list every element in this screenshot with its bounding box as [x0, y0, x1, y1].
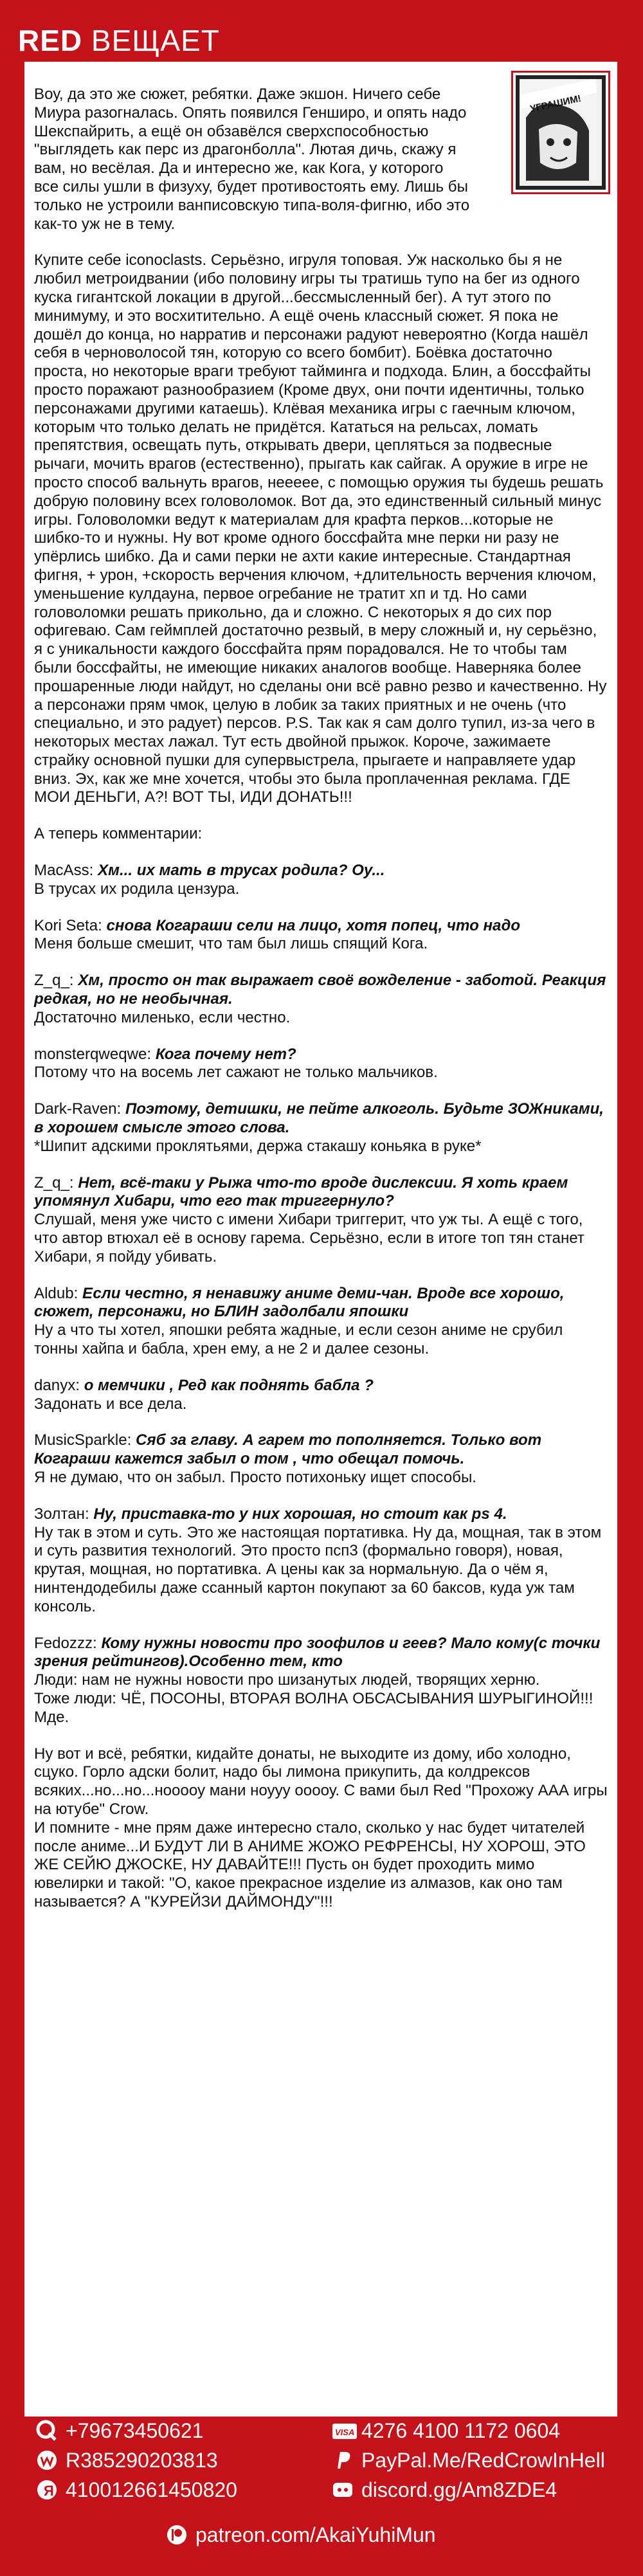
yandex-text: 410012661450820: [66, 2478, 237, 2501]
comment-author: danyx:: [34, 1376, 84, 1394]
comment-reply: Потому что на восемь лет сажают не только мальчиков.: [34, 1064, 438, 1082]
comment-author: monsterqweqwe:: [34, 1045, 156, 1063]
comment-quote: Сяб за главу. А гарем то пополняется. Только вот Когараши кажется забыл о том , что обещал помочь.: [34, 1431, 542, 1468]
comment-reply: В трусах их родила цензура.: [34, 880, 240, 898]
webmoney-icon: [36, 2449, 58, 2471]
comment-quote: Кога почему нет?: [155, 1045, 296, 1063]
comment: [34, 862, 608, 899]
paypal-text: PayPal.Me/RedCrowInHell: [361, 2449, 605, 2472]
article-paragraph: Купите себе iconoclasts. Серьёзно, игруля топовая. Уж насколько бы я не любил метроидвании (ибо половину игры ты тратишь тупо на бег из одного куска гигантской локации в другой...бессмысленный бег). А тут этого по минимуму, и это восхитительно. А ещё очень классный сюжет. Я пока не дошёл до конца, но нарратив и персонажи радуют невероятно (Когда нашёл себя в черноволосой тян, которую со всего бомбит). Боёвка достаточно проста, но некоторые враги требуют тайминга и подхода. Блин, а боссфайты просто поражают разнообразием (Кроме двух, они почти идентичны, только персонажами другими катаешь). Клёвая механика игры с гаечным ключом, которым что только делать не придётся. Кататься на рельсах, ломать препятствия, освещать путь, открывать двери, цепляться за подвесные рычаги, мочить врагов (естественно), прыгать как сайгак. А оружие в игре не просто способ вальнуть врагов, нееееe, с помощью оружия ты будешь решать добрую половину всех головоломок. Вот да, это единственный сильный минус игры. Головоломки ведут к материалам для крафта перков...которые не шибко-то и нужны. Ну вот кроме одного боссфайта мне перки ни разу не упёрлись шибко. Да и сами перки не ахти какие интересные. Стандартная фигня, + урон, +скорость верчения ключом, +длительность верчения ключом, уменьшение кулдауна, первое огребание не тратит хп и тд. Но сами головоломки решать прикольно, да и сложно. С некоторых я до сих пор офигеваю. Сам геймплей достаточно резвый, в меру сложный и, ну серьёзно, я с уникальности каждого боссфайта прям порадовался. Не то чтобы там были боссфайты, не имеющие никаких аналогов вообще. Наверняка более прошаренные люди найдут, но сделаны они всё равно резво и качественно. Ну а персонажи прям чмок, целую в лобик за таких приятных и не очень (что специально, и это радует) персов. P.S. Так как я сам долго тупил, из-за чего в некоторых местах лажал. Тут есть двойной прыжок. Короче, зажимаете страйку основной пушки для супервыстрела, прыгаете и направляете удар вниз. Эх, как же мне хочется, чтобы это была проплаченная реклама. ГДЕ МОИ ДЕНЬГИ, А?! ВОТ ТЫ, ИДИ ДОНАТЬ!!!: [34, 251, 607, 806]
comments-list: [34, 862, 608, 1727]
badge-text: УГРАШИМ!: [529, 93, 583, 115]
comment: [34, 1174, 608, 1267]
patreon-row[interactable]: [166, 2522, 436, 2548]
comment-reply: Ну а что ты хотел, япошки ребята жадные, и если сезон аниме не срубил тонны хайпа и бабла, хрен ему, а не 2 и далее сезоны.: [34, 1321, 563, 1358]
yandex-row[interactable]: [36, 2477, 237, 2503]
discord-text: discord.gg/Am8ZDE4: [361, 2478, 557, 2501]
comment-reply: Я не думаю, что он забыл. Просто потихоньку ищет способы.: [34, 1469, 476, 1486]
svg-text:Я: Я: [44, 2482, 54, 2499]
qiwi-row[interactable]: [36, 2418, 203, 2444]
comment-quote: Хм... их мать в трусах родила? Оу...: [98, 862, 385, 880]
comment: [34, 1505, 608, 1617]
yandex-money-icon: [36, 2479, 58, 2501]
comment: [34, 1431, 608, 1487]
article-body: [34, 86, 608, 1930]
svg-text:VISA: VISA: [335, 2427, 355, 2437]
comment: [34, 1377, 608, 1414]
comment: [34, 1100, 608, 1156]
comment-author: Fedozzz:: [34, 1634, 102, 1652]
comment: [34, 972, 608, 1027]
mascot-art: [520, 79, 602, 186]
comment: [34, 1635, 608, 1727]
comment-author: Dark-Raven:: [34, 1100, 125, 1118]
brand-logo: RED ВЕЩАЕТ: [18, 24, 220, 57]
comment-reply: Достаточно миленько, если честно.: [34, 1008, 291, 1026]
comment-reply: *Шипит адскими проклятьями, держа стакашу коньяка в руке*: [34, 1137, 482, 1155]
comment-author: Kori Seta:: [34, 916, 107, 934]
comment: [34, 1046, 608, 1083]
comment-author: Z_q_:: [34, 972, 78, 990]
comment-quote: Кому нужны новости про зоофилов и геев? Мало кому(с точки зрения рейтингов).Особенно тем, кто: [34, 1634, 601, 1671]
comment-author: Z_q_:: [34, 1174, 78, 1192]
comment-reply: Слушай, меня уже чисто с имени Хибари триггерит, что уж ты. А ещё с того, что автор втюхал её в основу гарема. Серьёзно, если в итоге топ тян станет Хибари, я пойду убивать.: [34, 1211, 584, 1265]
paypal-row[interactable]: [332, 2447, 605, 2473]
comment: [34, 917, 608, 954]
comment-quote: снова Когараши сели на лицо, хотя попец, что надо: [106, 916, 521, 934]
comment: [34, 1285, 608, 1359]
comment-author: MusicSparkle:: [34, 1431, 136, 1449]
article-paragraph: Воу, да это же сюжет, ребятки. Даже экшон. Ничего себе Миура разогналась. Опять появился Генширо, и опять надо Шекспайрить, а ещё он обзавёлся сверхспособностью "выглядеть как перс из драгонболла". Лютая дичь, скажу я вам, но весёлая. Да и интересно же, как Кога, у которого все силы ушли в физуху, будет противостоять ему. Лишь бы только не устроили ванписовскую типа-воля-фигню, ибо это как-то уж не в тему.: [34, 86, 470, 233]
qiwi-icon: [36, 2420, 58, 2442]
comment-author: Aldub:: [34, 1284, 83, 1302]
article-paragraph: А теперь комментарии:: [34, 825, 203, 843]
comment-author: MacAss:: [34, 862, 98, 880]
patreon-text: patreon.com/AkaiYuhiMun: [195, 2523, 436, 2546]
comment-author: Золтан:: [34, 1505, 94, 1523]
comment-quote: Поэтому, детишки, не пейте алкоголь. Будьте ЗОЖниками, в хорошем смысле этого слова.: [34, 1100, 604, 1137]
mascot-badge: [513, 73, 608, 192]
phone-text: +79673450621: [66, 2419, 204, 2442]
comment-quote: Ну, приставка-то у них хорошая, но стоит как ps 4.: [93, 1505, 507, 1523]
webmoney-text: R385290203813: [66, 2449, 218, 2472]
comment-reply: Ну так в этом и суть. Это же настоящая портативка. Ну да, мощная, так в этом и суть развития технологий. Это просто псп3 (формально говоря), новая, крутая, мощная, но портативка. А цены как за нормальную. Да о чём я, нинтендодебилы даже ссанный картон покупают за 60 баксов, куда уж там консоль.: [34, 1523, 602, 1615]
comment-reply: Меня больше смешит, что там был лишь спящий Кога.: [34, 935, 428, 953]
comment-quote: Нет, всё-таки у Рыжа что-то вроде дислексии. Я хоть краем упомянул Хибари, что его так триггернуло?: [34, 1174, 568, 1210]
discord-icon: [332, 2479, 354, 2501]
patreon-icon: [166, 2524, 188, 2546]
comment-reply: Люди: нам не нужны новости про шизанутых людей, творящих херню. Тоже люди: ЧЁ, ПОСОНЫ, ВТОРАЯ ВОЛНА ОБСАСЫВАНИЯ ШУРЫГИНОЙ!!! Мде.: [34, 1671, 593, 1726]
webmoney-row[interactable]: [36, 2447, 218, 2473]
discord-row[interactable]: [332, 2477, 557, 2503]
closing-paragraph: Ну вот и всё, ребятки, кидайте донаты, не выходите из дому, ибо холодно, сцуко. Горло адски болит, надо бы лимона прикупить, да колдрексов всяких...но...но...нооооу мани ноууу ооооу. С вами был Red "Прохожу ААА игры на ютубе" Crow. И помните - мне прям даже интересно стало, сколько у нас будет читателей после аниме...И БУДУТ ЛИ В АНИМЕ ЖОЖО РЕФРЕНСЫ, НУ ХОРОШ, ЭТО ЖЕ СЕЙЮ ДЖОСКЕ, НУ ДАВАЙТЕ!!! Пусть он будет проходить мимо ювелирки и такой: "О, какое прекрасное изделие из алмазов, как оно там называется? А "КУРЕЙЗИ ДАЙМОНДУ"!!!: [34, 1745, 608, 1910]
paypal-icon: [332, 2449, 354, 2471]
comment-reply: Задонать и все дела.: [34, 1395, 187, 1413]
comment-quote: Если честно, я ненавижу аниме деми-чан. Вроде все хорошо, сюжет, персонажи, но БЛИН задолбали япошки: [34, 1284, 565, 1321]
card-row[interactable]: [332, 2418, 560, 2444]
article-panel: [24, 62, 617, 2417]
visa-icon: [332, 2420, 354, 2442]
header: [0, 0, 643, 58]
donation-footer: [0, 2417, 643, 2576]
comment-quote: о мемчики , Ред как поднять бабла ?: [84, 1376, 374, 1394]
comment-quote: Хм, просто он так выражает своё вожделение - заботой. Реакция редкая, но не необычная.: [34, 972, 606, 1008]
card-text: 4276 4100 1172 0604: [361, 2419, 561, 2442]
